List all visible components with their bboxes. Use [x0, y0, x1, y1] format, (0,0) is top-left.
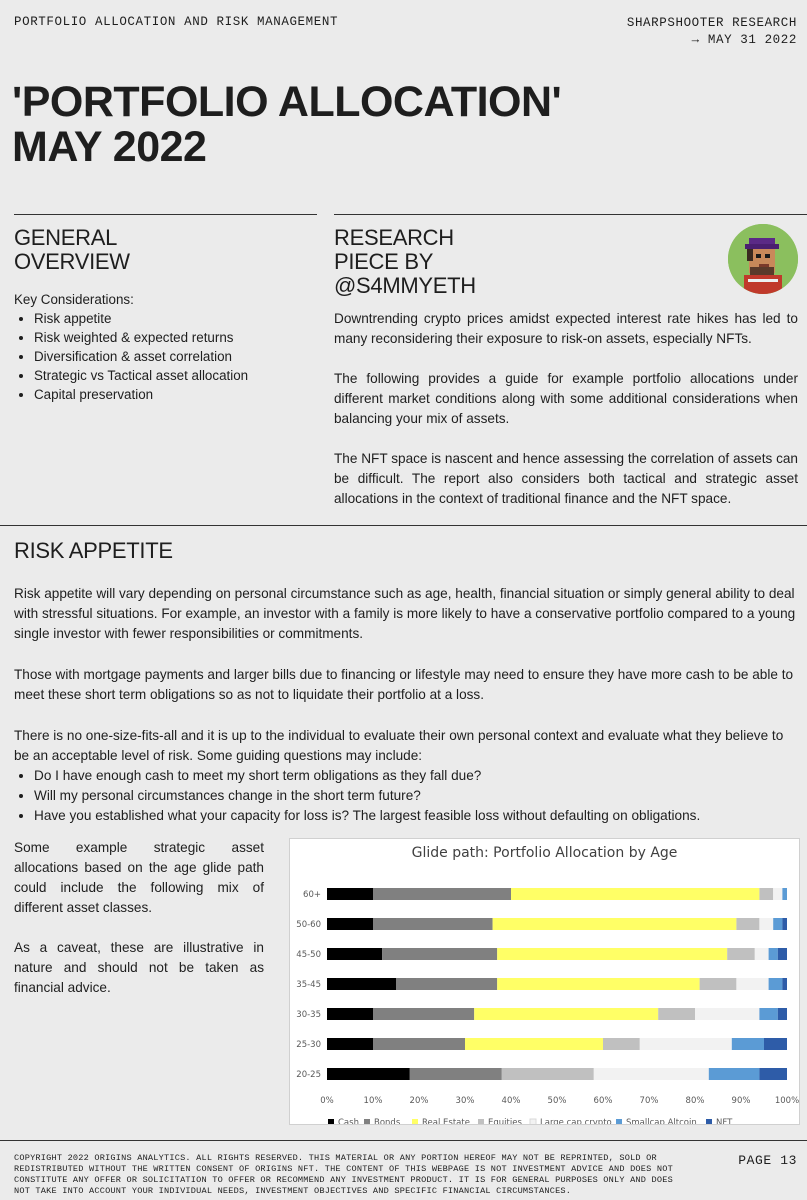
legend-label: Smallcap Altcoin	[626, 1118, 697, 1124]
x-tick-label: 60%	[593, 1096, 613, 1106]
x-tick-label: 90%	[731, 1096, 751, 1106]
overview-heading	[14, 226, 130, 274]
bar-segment	[778, 1008, 787, 1020]
x-tick-label: 30%	[455, 1096, 475, 1106]
category-label: 60+	[303, 890, 321, 900]
research-heading-line2: PIECE BY	[334, 249, 434, 274]
bar-segment	[594, 1068, 709, 1080]
bar-segment	[493, 918, 737, 930]
bar-segment	[327, 948, 382, 960]
research-paragraph-2: The following provides a guide for example portfolio allocations under different market conditions along with some additional considerations when balancing your mix of assets.	[334, 371, 798, 426]
legend-label: Equities	[488, 1118, 522, 1124]
legend-swatch	[530, 1119, 536, 1124]
risk-paragraph-2: Those with mortgage payments and larger bills due to financing or lifestyle may need to ensure they have more cash to be able to meet these short term obligations so as not to liquidate their portfolio at a loss.	[14, 667, 794, 702]
bar-segment	[327, 978, 396, 990]
publisher-name: SHARPSHOOTER RESEARCH	[626, 16, 797, 30]
list-item: • Strategic vs Tactical asset allocation	[34, 366, 314, 385]
bar-segment	[709, 1068, 760, 1080]
bar-segment	[778, 948, 787, 960]
bar-segment	[497, 978, 699, 990]
glide-path-chart	[289, 838, 800, 1125]
bar-segment	[759, 1008, 777, 1020]
glidepath-paragraph-2: As a caveat, these are illustrative in nature and should not be taken as financial advice.	[14, 940, 264, 995]
bar-segment	[640, 1038, 732, 1050]
overview-intro: Key Considerations:	[14, 292, 134, 307]
bar-segment	[695, 1008, 759, 1020]
category-label: 45-50	[296, 950, 321, 960]
bar-segment	[700, 978, 737, 990]
glide-path-chart-svg	[290, 839, 799, 1124]
list-item: • Risk appetite	[34, 309, 314, 328]
bar-segment	[773, 918, 782, 930]
key-considerations-list	[14, 309, 314, 404]
list-item: • Risk weighted & expected returns	[34, 328, 314, 347]
legend-label: Large cap crypto	[540, 1118, 612, 1124]
bar-segment	[373, 888, 511, 900]
legend-label: Bonds	[374, 1118, 401, 1124]
glidepath-note	[14, 838, 264, 998]
guiding-questions-list	[14, 766, 800, 826]
bar-segment	[736, 978, 768, 990]
list-item: • Will my personal circumstances change in the short term future?	[34, 786, 800, 806]
list-item: • Capital preservation	[34, 385, 314, 404]
bar-segment	[373, 918, 493, 930]
overview-heading-line1: GENERAL	[14, 225, 118, 250]
bar-segment	[755, 948, 769, 960]
page-title	[12, 80, 561, 170]
bar-segment	[327, 1008, 373, 1020]
x-tick-label: 10%	[363, 1096, 383, 1106]
legend-swatch	[706, 1119, 712, 1124]
bar-segment	[410, 1068, 502, 1080]
glidepath-paragraph-1: Some example strategic asset allocations based on the age glide path could include the following mix of different asset classes.	[14, 840, 264, 915]
category-label: 20-25	[296, 1070, 321, 1080]
bar-segment	[732, 1038, 764, 1050]
bar-segment	[658, 1008, 695, 1020]
bar-segment	[327, 918, 373, 930]
risk-heading: RISK APPETITE	[14, 538, 173, 563]
bar-segment	[327, 1038, 373, 1050]
x-tick-label: 20%	[409, 1096, 429, 1106]
x-tick-label: 100%	[774, 1096, 799, 1106]
bar-segment	[474, 1008, 658, 1020]
bar-segment	[373, 1038, 465, 1050]
legend-swatch	[412, 1119, 418, 1124]
legend-swatch	[364, 1119, 370, 1124]
legend-label: Real Estate	[422, 1118, 470, 1124]
bar-segment	[465, 1038, 603, 1050]
bar-segment	[327, 888, 373, 900]
bar-segment	[727, 948, 755, 960]
bar-segment	[759, 1068, 787, 1080]
legend-swatch	[328, 1119, 334, 1124]
risk-body	[14, 584, 800, 826]
page-title-line2: MAY 2022	[12, 123, 207, 171]
list-item: • Do I have enough cash to meet my short term obligations as they fall due?	[34, 766, 800, 786]
x-tick-label: 40%	[501, 1096, 521, 1106]
bar-segment	[736, 918, 759, 930]
bar-segment	[759, 888, 773, 900]
research-heading	[334, 226, 476, 298]
bar-segment	[511, 888, 759, 900]
category-label: 25-30	[296, 1040, 321, 1050]
page-title-line1: 'PORTFOLIO ALLOCATION'	[12, 78, 562, 126]
legend-swatch	[478, 1119, 484, 1124]
bar-segment	[502, 1068, 594, 1080]
bar-segment	[773, 888, 782, 900]
research-paragraph-1: Downtrending crypto prices amidst expected interest rate hikes has led to many reconsidering their exposure to risk-on assets, especially NFTs.	[334, 311, 798, 346]
bar-segment	[759, 918, 773, 930]
overview-body	[14, 290, 314, 404]
divider-footer	[0, 1140, 807, 1141]
research-body	[334, 309, 798, 509]
bar-segment	[764, 1038, 787, 1050]
research-paragraph-3: The NFT space is nascent and hence assessing the correlation of assets can be difficult. The report also considers both tactical and strategic asset allocations in the context of traditional finance and the NFT space.	[334, 451, 798, 506]
bar-segment	[782, 918, 787, 930]
legend-swatch	[616, 1119, 622, 1124]
header-right	[627, 15, 797, 49]
x-tick-label: 0%	[320, 1096, 334, 1106]
list-item: • Have you established what your capacity for loss is? The largest feasible loss without defaulting on obligations.	[34, 806, 800, 826]
risk-paragraph-3: There is no one-size-fits-all and it is up to the individual to evaluate their own personal context and evaluate what they believe to be an acceptable level of risk. Some guiding questions may include:	[14, 728, 784, 763]
bar-segment	[603, 1038, 640, 1050]
research-heading-line1: RESEARCH	[334, 225, 454, 250]
risk-paragraph-1: Risk appetite will vary depending on personal circumstance such as age, health, financial situation or simply general ability to deal with stressful situations. For example, an investor with a family is more likely to have a conservative portfolio compared to a young single investor with fewer responsibilities or commitments.	[14, 586, 796, 641]
bar-segment	[769, 978, 783, 990]
bar-segment	[382, 948, 497, 960]
legend-label: Cash	[338, 1118, 359, 1124]
bar-segment	[782, 978, 787, 990]
category-label: 50-60	[296, 920, 321, 930]
author-avatar	[728, 224, 798, 294]
category-label: 35-45	[296, 980, 321, 990]
bar-segment	[396, 978, 497, 990]
legend-label: NFT	[716, 1118, 733, 1124]
page-number: PAGE 13	[738, 1153, 797, 1168]
divider-right-top	[334, 214, 807, 215]
pixel-punk-avatar-icon	[728, 224, 798, 294]
bar-segment	[782, 888, 787, 900]
category-label: 30-35	[296, 1010, 321, 1020]
chart-title: Glide path: Portfolio Allocation by Age	[411, 845, 678, 861]
divider-left-top	[14, 214, 317, 215]
publish-date: → MAY 31 2022	[691, 33, 797, 47]
x-tick-label: 50%	[547, 1096, 567, 1106]
x-tick-label: 80%	[685, 1096, 705, 1106]
bar-segment	[373, 1008, 474, 1020]
bar-segment	[497, 948, 727, 960]
bar-segment	[327, 1068, 410, 1080]
divider-middle	[0, 525, 807, 526]
list-item: • Diversification & asset correlation	[34, 347, 314, 366]
bar-segment	[769, 948, 778, 960]
x-tick-label: 70%	[639, 1096, 659, 1106]
research-author-handle: @S4MMYETH	[334, 273, 476, 298]
header-left-title: PORTFOLIO ALLOCATION AND RISK MANAGEMENT	[14, 15, 339, 29]
overview-heading-line2: OVERVIEW	[14, 249, 130, 274]
copyright-disclaimer: COPYRIGHT 2022 ORIGINS ANALYTICS. ALL RIGHTS RESERVED. THIS MATERIAL OR ANY PORTION HEREOF MAY NOT BE REPRINTED, SOLD OR REDISTRIBUTED WITHOUT THE WRITTEN CONSENT OF ORIGINS NFT. THE CONTENT OF THIS WEBPAGE IS NOT INVESTMENT ADVICE AND DOES NOT CONSTITUTE ANY OFFER OR SOLICITATION TO OFFER OR RECOMMEND ANY INVESTMENT PRODUCT. IT IS FOR GENERAL PURPOSES ONLY AND DOES NOT TAKE INTO ACCOUNT YOUR INDIVIDUAL NEEDS, INVESTMENT OBJECTIVES AND SPECIFIC FINANCIAL CIRCUMSTANCES.	[14, 1153, 673, 1196]
